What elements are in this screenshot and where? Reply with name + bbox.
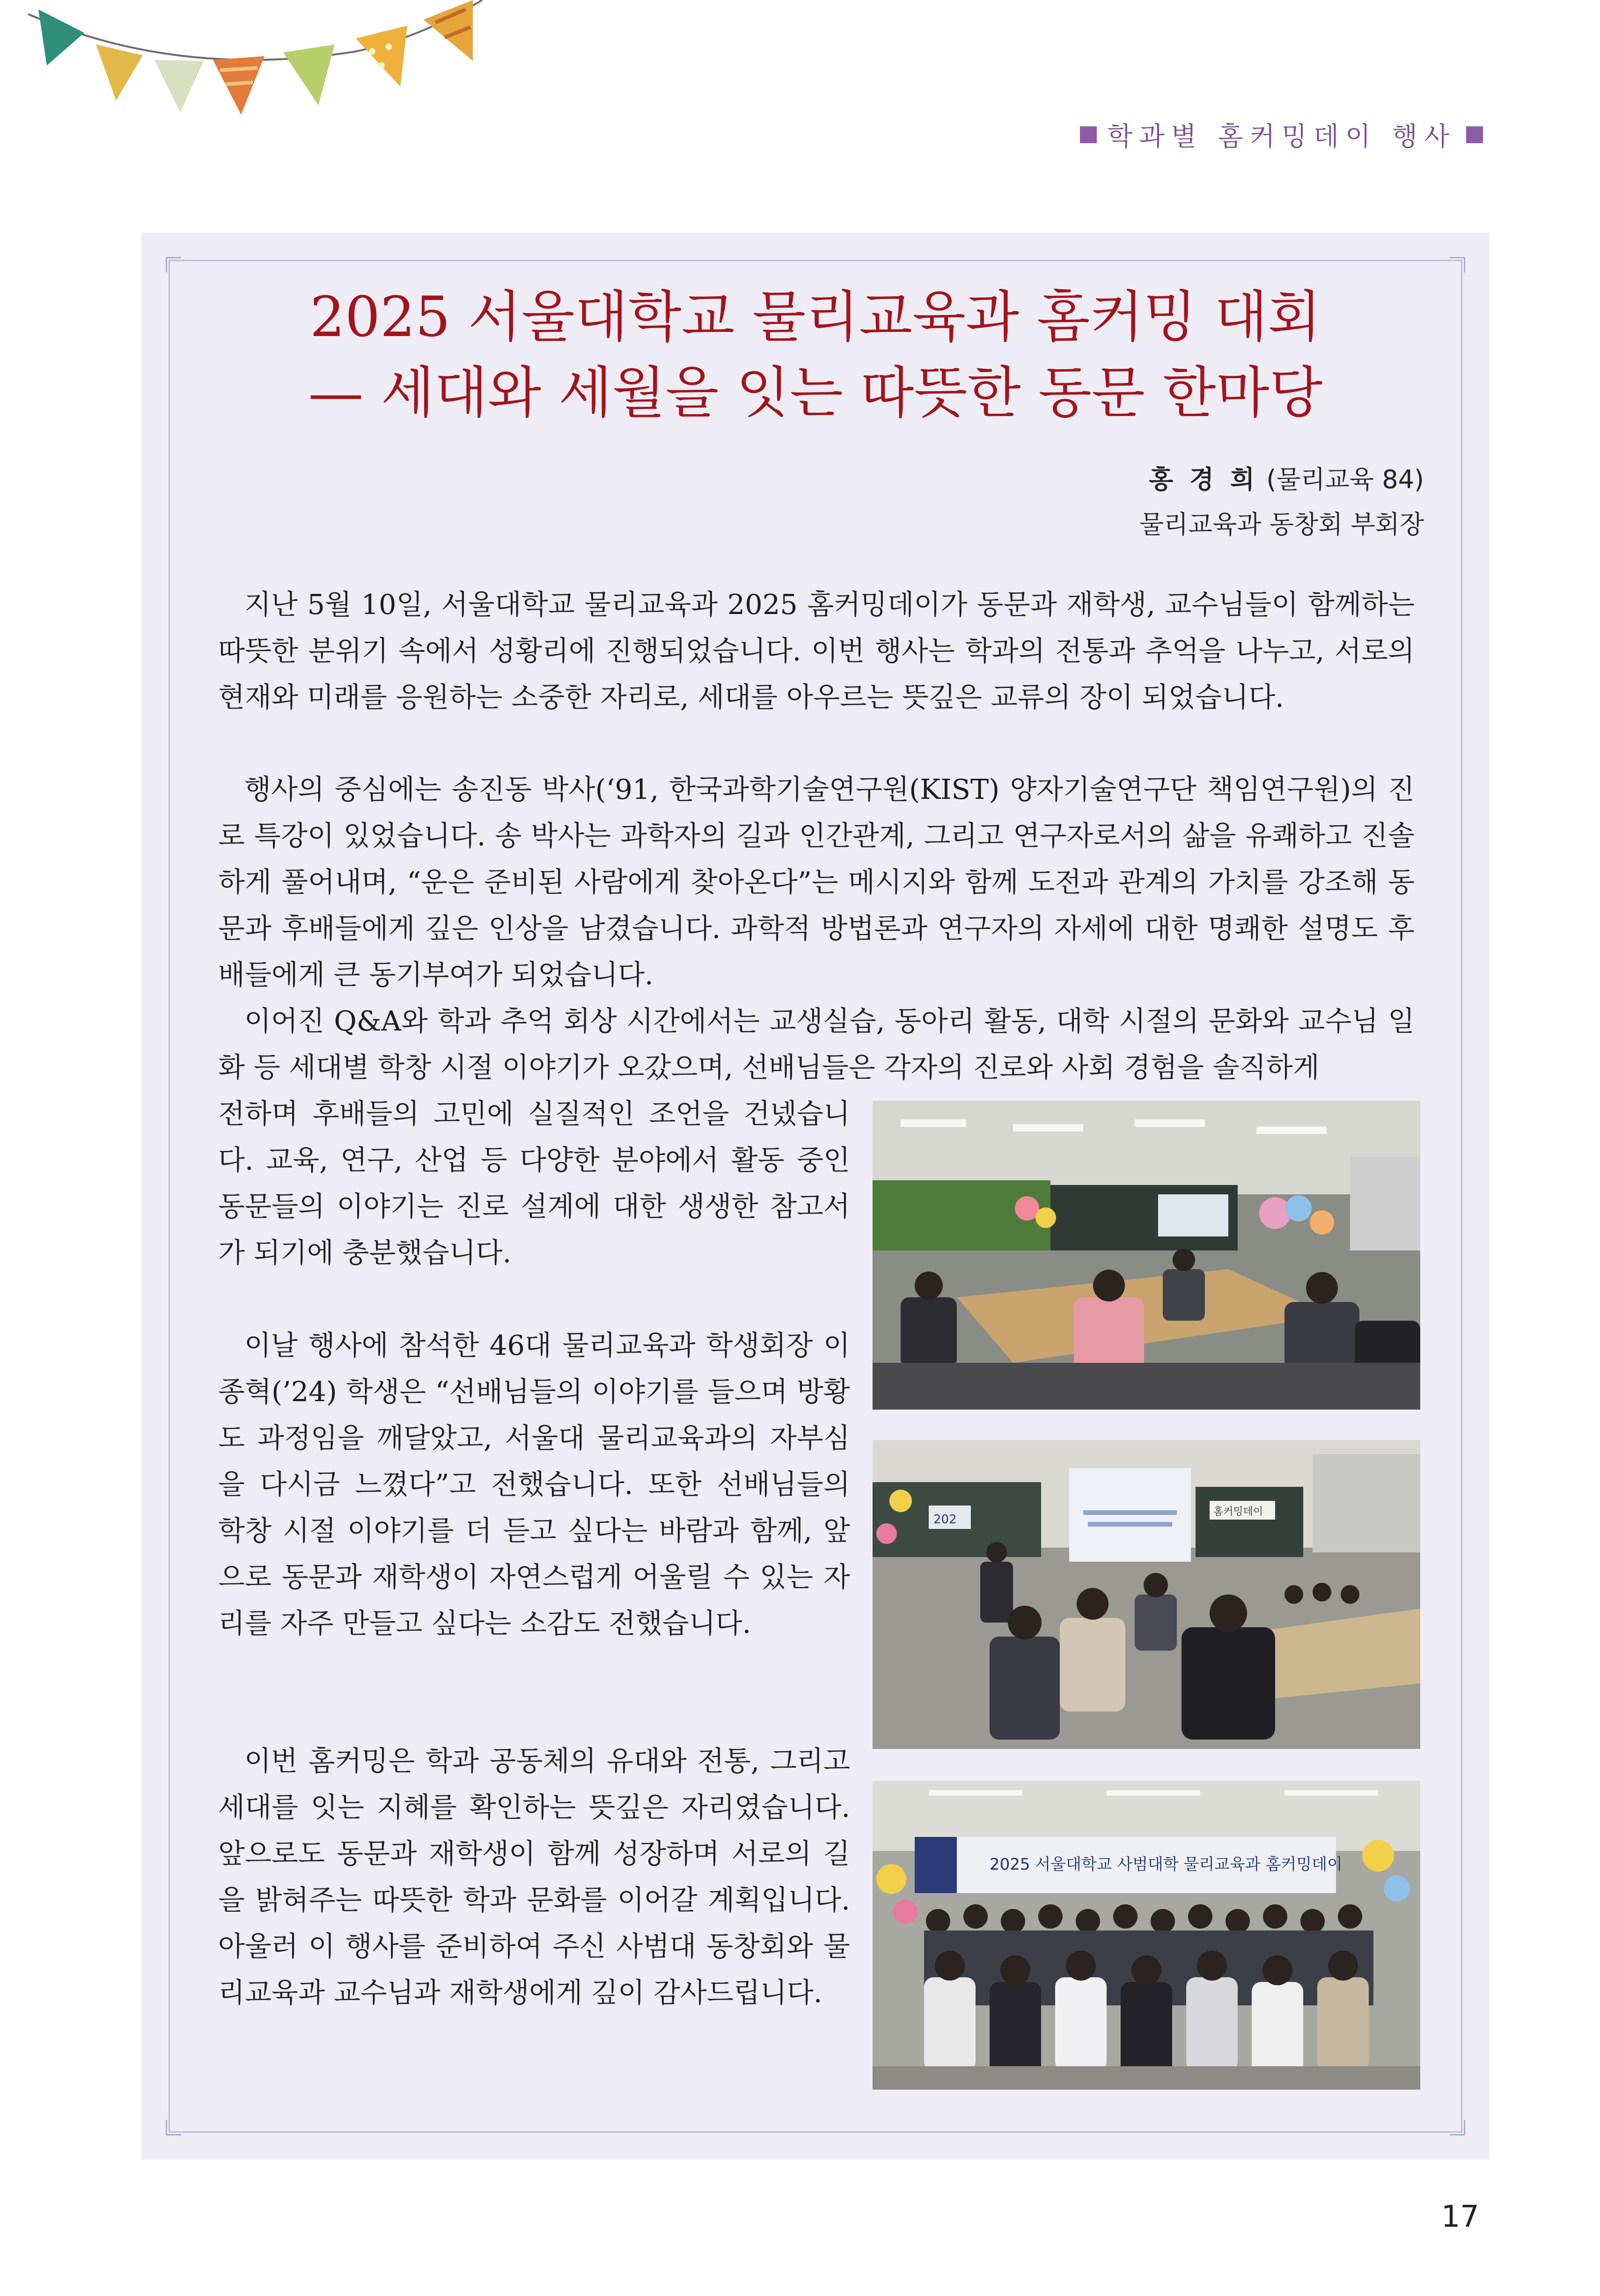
- author-affiliation: (물리교육 84): [1258, 465, 1424, 494]
- photo-group: [873, 1781, 1420, 2090]
- paragraph: 지난 5월 10일, 서울대학교 물리교육과 2025 홈커밍데이가 동문과 재학생, 교수님들이 함께하는 따뜻한 분위기 속에서 성황리에 진행되었습니다. 이번 행사는 학과의 전통과 추억을 나누고, 서로의 현재와 미래를 응원하는 소중한 자리로, 세대를 아우르는 뜻깊은 교류의 장이 되었습니다.: [218, 588, 1415, 713]
- bunting-decoration: [0, 0, 515, 140]
- corner-ornament: [166, 2120, 181, 2135]
- paragraph-2-block: [218, 766, 1415, 1090]
- page-number: 17: [1441, 2200, 1479, 2234]
- article-title-line1: 2025 서울대학교 물리교육과 홈커밍 대회: [309, 285, 1321, 349]
- section-label: [1080, 116, 1483, 154]
- flag-yellow: [96, 44, 143, 101]
- banner-text: 2025 서울대학교 사범대학 물리교육과 홈커밍데이: [990, 1855, 1343, 1874]
- square-bullet-icon: [1080, 126, 1097, 143]
- corner-ornament: [1450, 2120, 1465, 2135]
- flag-cream: [154, 60, 204, 112]
- corner-ornament: [1450, 257, 1465, 272]
- screen-text: 202: [933, 1513, 957, 1527]
- paragraph: 행사의 중심에는 송진동 박사(‘91, 한국과학기술연구원(KIST) 양자기술연구단 책임연구원)의 진로 특강이 있었습니다. 송 박사는 과학자의 길과 인간관계, 그리고 연구자로서의 삶을 유쾌하고 진솔하게 풀어내며, “운은 준비된 사람에게 찾아온다”는 메시지와 함께 도전과 관계의 가치를 강조해 동문과 후배들에게 깊은 인상을 남겼습니다. 과학적 방법론과 연구자의 자세에 대한 명쾌한 설명도 후배들에게 큰 동기부여가 되었습니다.: [218, 773, 1415, 991]
- flag-gold: [356, 26, 407, 87]
- author-role: 물리교육과 동창회 부회장: [1139, 510, 1424, 539]
- corner-ornament: [166, 257, 181, 272]
- paragraph-3-block: [218, 1090, 850, 1276]
- article-panel: [141, 233, 1490, 2160]
- paragraph: 이어진 Q&A와 학과 추억 회상 시간에서는 교생실습, 동아리 활동, 대학 시절의 문화와 교수님 일화 등 세대별 학창 시절 이야기가 오갔으며, 선배님들은 각자의 진로와 사회 경험을 솔직하게: [218, 1005, 1415, 1083]
- paragraph: 전하며 후배들의 고민에 실질적인 조언을 건넸습니다. 교육, 연구, 산업 등 다양한 분야에서 활동 중인 동문들의 이야기는 진로 설계에 대한 생생한 참고서가 되기에 충분했습니다.: [218, 1097, 850, 1269]
- photo-lecture: [873, 1440, 1420, 1749]
- paragraph-1-block: [218, 581, 1415, 720]
- paragraph: 이번 홈커밍은 학과 공동체의 유대와 전통, 그리고 세대를 잇는 지혜를 확인하는 뜻깊은 자리였습니다. 앞으로도 동문과 재학생이 함께 성장하며 서로의 길을 밝혀주는 따뜻한 학과 문화를 이어갈 계획입니다. 아울러 이 행사를 준비하여 주신 사범대 동창회와 물리교육과 교수님과 재학생에게 깊이 감사드립니다.: [218, 1745, 850, 2009]
- article-title-line2: — 세대와 세월을 잇는 따뜻한 동문 한마당: [308, 360, 1323, 425]
- photo-seminar-room: [873, 1101, 1420, 1410]
- paragraph-5-block: [218, 1738, 850, 2016]
- flag-orange: [213, 56, 264, 115]
- author-name: 홍 경 희: [1149, 465, 1259, 494]
- paragraph: 이날 행사에 참석한 46대 물리교육과 학생회장 이종혁(’24) 학생은 “선배님들의 이야기를 들으며 방황도 과정임을 깨달았고, 서울대 물리교육과의 자부심을 다시금 느꼈다”고 전했습니다. 또한 선배님들의 학창 시절 이야기를 더 듣고 싶다는 바람과 함께, 앞으로 동문과 재학생이 자연스럽게 어울릴 수 있는 자리를 자주 만들고 싶다는 소감도 전했습니다.: [218, 1329, 850, 1639]
- square-bullet-icon: [1466, 126, 1483, 143]
- paragraph-4-block: [218, 1322, 850, 1646]
- flag-teal: [38, 9, 84, 66]
- author-block: [1139, 457, 1424, 547]
- sign-text: 홈커밍데이: [1213, 1506, 1263, 1518]
- section-label-text: 학과별 홈커밍데이 행사: [1107, 122, 1456, 152]
- flag-lime: [283, 44, 335, 105]
